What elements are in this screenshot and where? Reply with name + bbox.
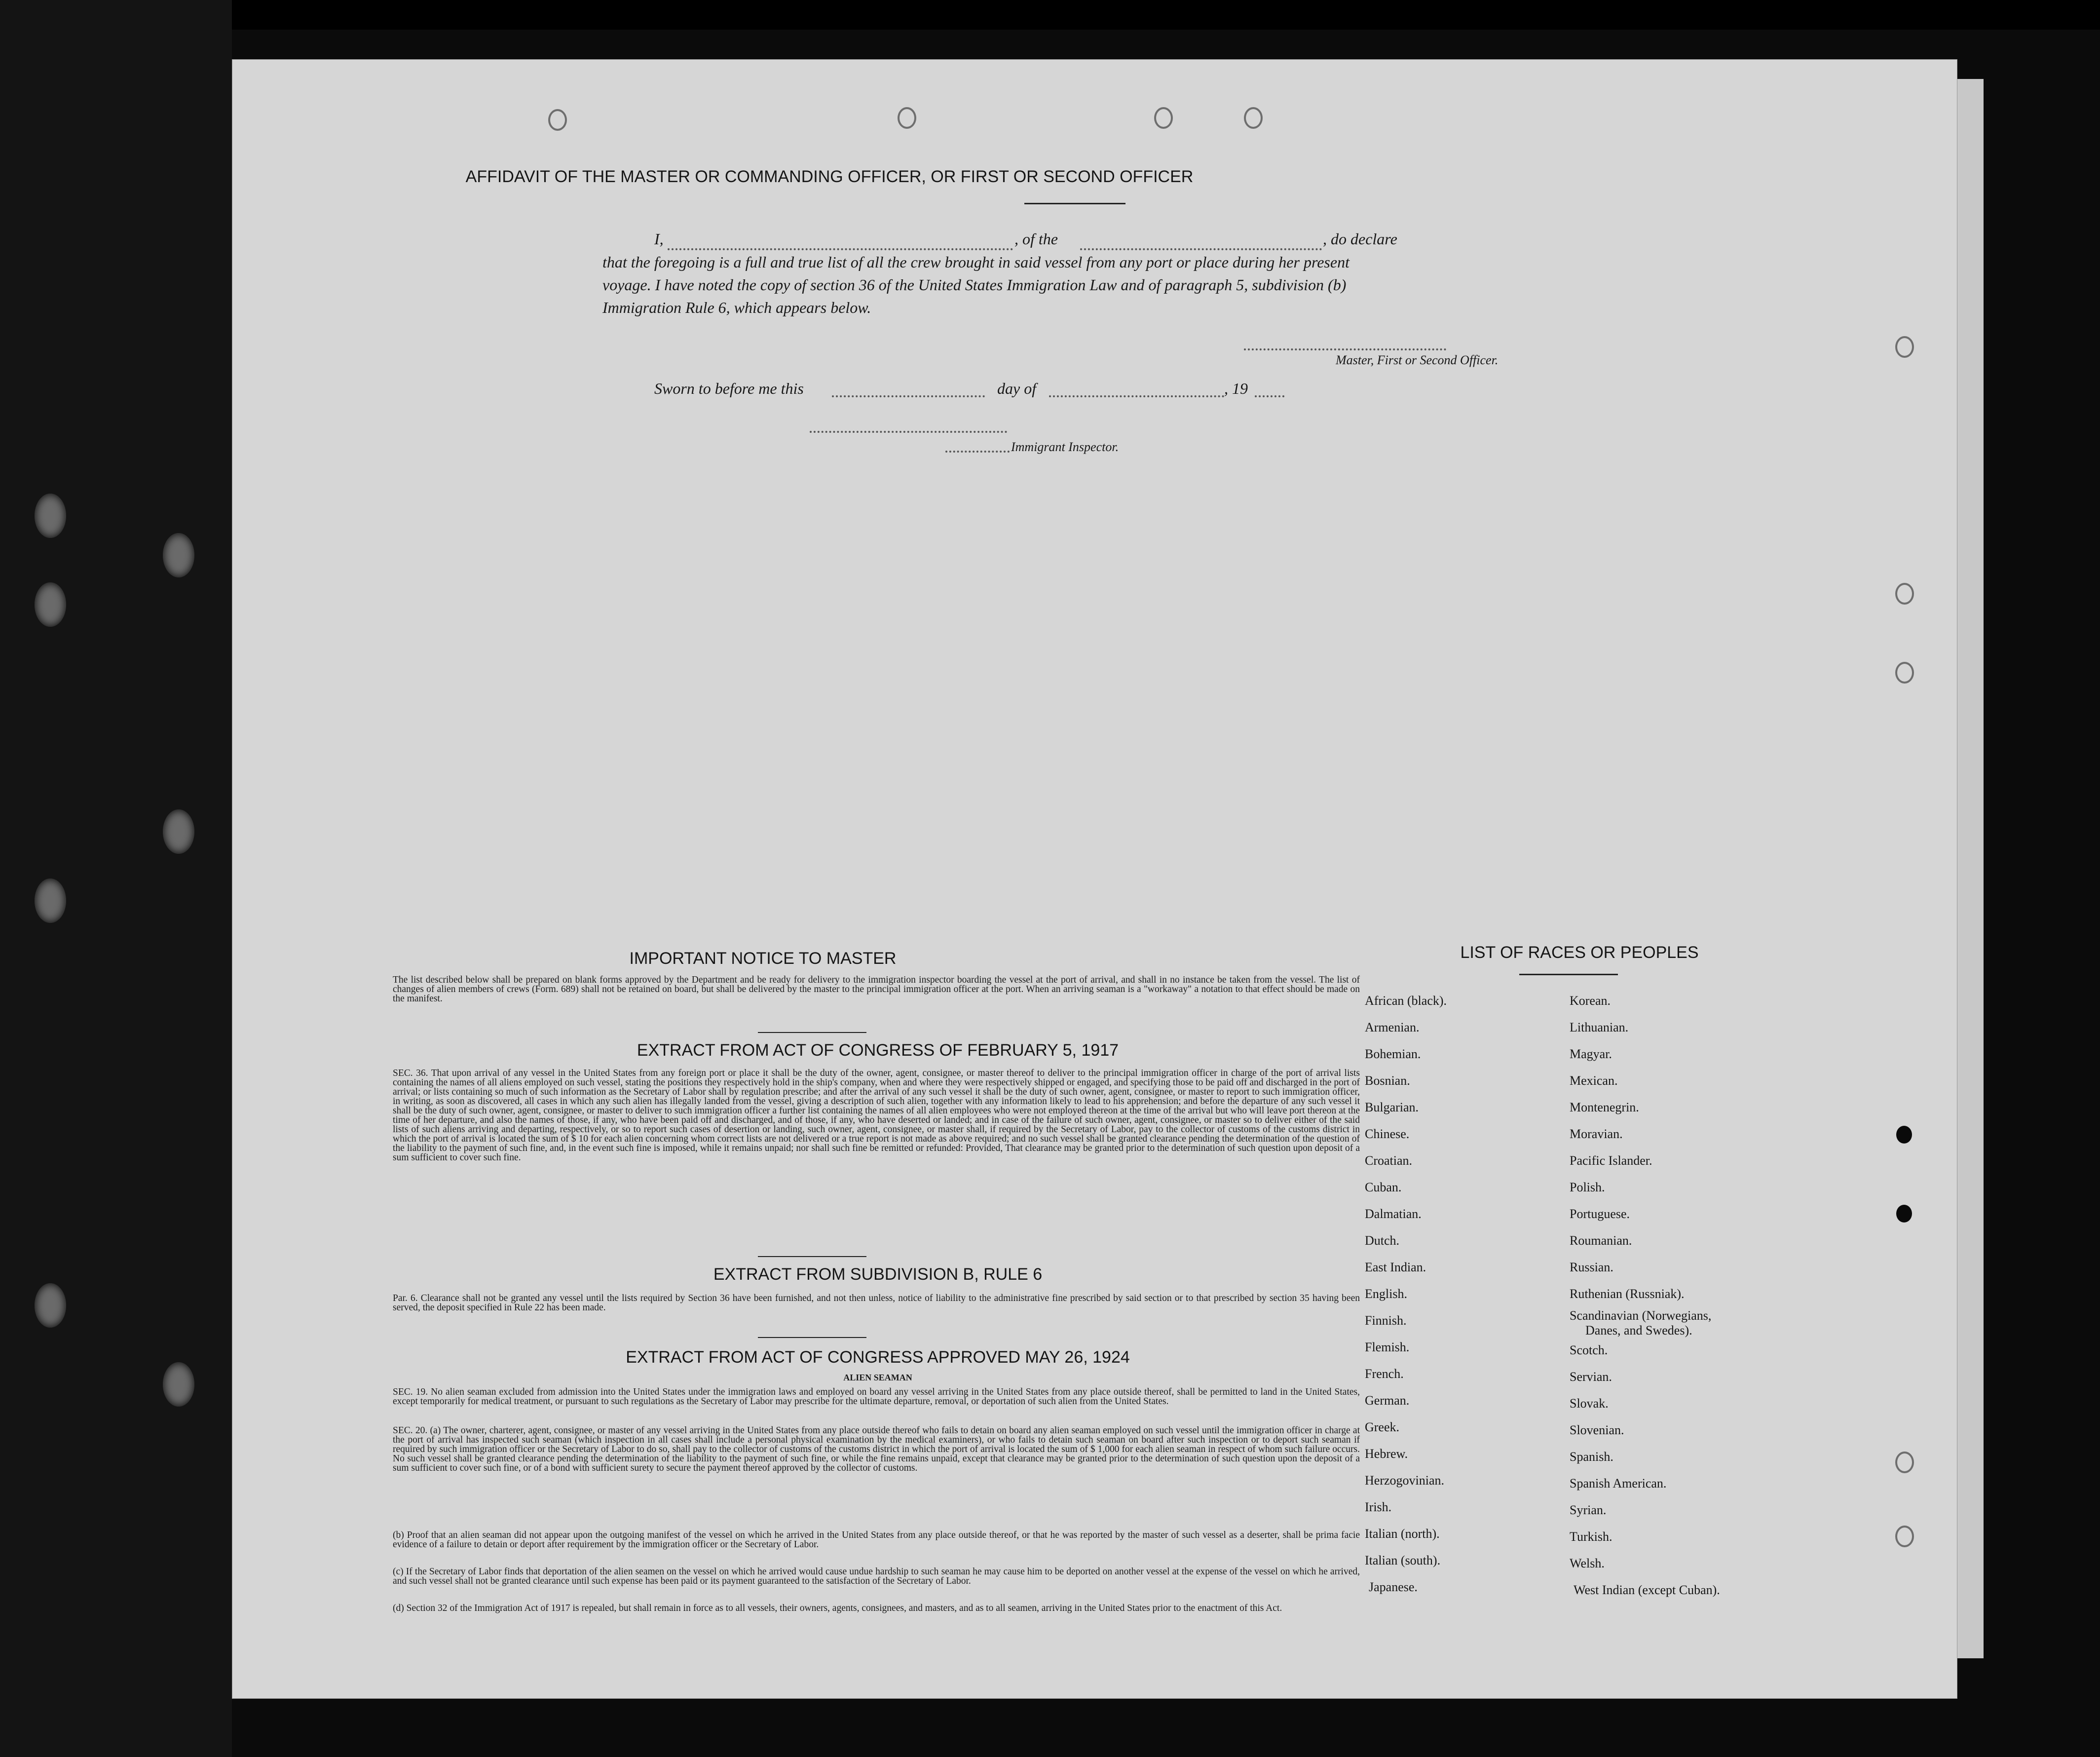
inspector-signature-line-2: [945, 451, 1010, 453]
binder-hole: [163, 533, 194, 577]
rule6-title: EXTRACT FROM SUBDIVISION B, RULE 6: [713, 1265, 1043, 1284]
race-item: Korean.: [1570, 993, 1611, 1008]
race-item: African (black).: [1365, 993, 1447, 1008]
punch-hole: [1244, 107, 1263, 129]
race-item: Cuban.: [1365, 1180, 1402, 1194]
sworn-day-blank: [832, 395, 985, 397]
race-item: Mexican.: [1570, 1073, 1618, 1088]
races-title: LIST OF RACES OR PEOPLES: [1460, 943, 1699, 962]
punch-hole: [898, 107, 916, 129]
sworn-year-blank: [1255, 395, 1284, 397]
affidavit-title: AFFIDAVIT OF THE MASTER OR COMMANDING OFFICER, OR FIRST OR SECOND OFFICER: [465, 167, 1194, 186]
race-item: Servian.: [1570, 1370, 1612, 1384]
race-item: Hebrew.: [1365, 1447, 1408, 1461]
race-item: Russian.: [1570, 1260, 1613, 1274]
race-item: Polish.: [1570, 1180, 1605, 1194]
race-item: East Indian.: [1365, 1260, 1426, 1274]
race-item: Dutch.: [1365, 1233, 1400, 1248]
binder-hole: [35, 878, 66, 923]
section-rule: [758, 1337, 866, 1338]
race-item: Magyar.: [1570, 1047, 1612, 1061]
extract-1917-body: SEC. 36. That upon arrival of any vessel in the United States from any foreign port or place it shall be the duty of the owner, agent, consignee, or master thereof to deliver to the principal immigration officer in charge of the port of arrival lists containing the names of all aliens employed on such vessel, stating the positions they respectively hold in the ship's company, when and where they were respectively shipped or engaged, and specifying those to be paid off and discharged in the port of arrival; or lists containing so much of such information as the Secretary of Labor shall by regulation prescribe; and after the arrival of any such vessel it shall be the duty of such owner, agent, consignee, or master to report to such immigration officer, in writing, as soon as discovered, all cases in which any such alien has illegally landed from the vessel, giving a description of such alien, together with any information likely to lead to his apprehension; and before the departure of any such vessel it shall be the duty of such owner, agent, consignee, or master to deliver to such immigration officer a further list containing the names of all alien employees who were not employed thereon at the time of the arrival but who will leave port thereon at the time of her departure, and also the names of those, if any, who have been paid off and discharged, and of those, if any, who have deserted or landed; and in case of the failure of such owner, agent, consignee, or master so to deliver either of the said lists of such aliens arriving and departing, respectively, or so to report such cases of desertion or landing, such owner, agent, consignee, or master shall, if required by the Secretary of Labor, pay to the collector of customs of the customs district in which the port of arrival is located the sum of $ 10 for each alien concerning whom correct lists are not delivered or a true report is not made as above required; and no such vessel shall be granted clearance pending the determination of the question of the liability to the payment of such fine, and, in the event such fine is imposed, while it remains unpaid; nor shall such fine be remitted or refunded: Provided, That clearance may be granted prior to the determination of such question upon deposit of a sum sufficient to cover such fine.: [393, 1068, 1360, 1163]
race-item: Syrian.: [1570, 1503, 1607, 1517]
extract-1924-sec20c: (c) If the Secretary of Labor finds that deportation of the alien seamen on the vessel on which he arrived would cause undue hardship to such seaman he may cause him to be deported on another vessel at the expense of the vessel on which he arrived, and such vessel shall not be granted clearance until such expense has been paid or its payment guaranteed to the satisfaction of the Secretary of Labor.: [393, 1566, 1360, 1586]
race-item: Irish.: [1365, 1500, 1392, 1514]
affidavit-line1-of: , of the: [1014, 230, 1058, 248]
section-rule: [758, 1256, 866, 1257]
master-signature-caption: Master, First or Second Officer.: [1336, 353, 1499, 367]
title-rule: [1024, 203, 1125, 204]
affidavit-line1-i: I,: [654, 230, 664, 248]
race-item: German.: [1365, 1393, 1410, 1408]
punch-hole: [1895, 1451, 1914, 1473]
punch-hole: [1895, 1526, 1914, 1547]
sworn-day-of: day of: [997, 380, 1037, 397]
race-item: Slovenian.: [1570, 1423, 1624, 1437]
notice-title: IMPORTANT NOTICE TO MASTER: [629, 949, 897, 968]
extract-1917-title: EXTRACT FROM ACT OF CONGRESS OF FEBRUARY 5, 1917: [637, 1041, 1119, 1060]
binder-hole: [163, 809, 194, 854]
affidavit-line3: voyage. I have noted the copy of section 36 of the United States Immigration Law and of paragraph 5, subdivision (b): [602, 276, 1347, 294]
affidavit-line2: that the foregoing is a full and true list of all the crew brought in said vessel from any port or place during her present: [602, 253, 1350, 271]
film-border-top: [0, 0, 2100, 30]
race-item: English.: [1365, 1287, 1407, 1301]
race-item: Croatian.: [1365, 1153, 1413, 1168]
punch-hole: [1896, 1126, 1912, 1144]
race-item: Flemish.: [1365, 1340, 1410, 1354]
race-item: Scotch.: [1570, 1343, 1608, 1357]
affidavit-line4: Immigration Rule 6, which appears below.: [602, 299, 871, 316]
race-item: Spanish.: [1570, 1450, 1613, 1464]
race-item: Moravian.: [1570, 1127, 1623, 1141]
race-item: Italian (north).: [1365, 1527, 1440, 1541]
sworn-year: , 19: [1224, 380, 1248, 397]
race-item: West Indian (except Cuban).: [1574, 1583, 1720, 1597]
race-item: Danes, and Swedes).: [1585, 1323, 1692, 1337]
section-rule: [758, 1032, 866, 1033]
punch-hole: [1895, 662, 1914, 684]
race-item: Slovak.: [1570, 1396, 1609, 1411]
race-item: Ruthenian (Russniak).: [1570, 1287, 1685, 1301]
race-item: Chinese.: [1365, 1127, 1410, 1141]
race-item: Greek.: [1365, 1420, 1400, 1434]
race-item: Finnish.: [1365, 1313, 1407, 1328]
inspector-signature-line: [810, 431, 1007, 433]
race-item: Bulgarian.: [1365, 1100, 1419, 1114]
race-item: Portuguese.: [1570, 1207, 1630, 1221]
punch-hole: [1154, 107, 1173, 129]
name-blank: [668, 248, 1013, 250]
document-page: [232, 59, 1957, 1699]
race-item: Dalmatian.: [1365, 1207, 1422, 1221]
race-item: Herzogovinian.: [1365, 1473, 1445, 1488]
binder-hole: [35, 582, 66, 627]
sworn-text: Sworn to before me this: [654, 380, 804, 397]
affidavit-line1-declare: , do declare: [1323, 230, 1397, 248]
race-item: Welsh.: [1570, 1556, 1605, 1570]
rule6-body: Par. 6. Clearance shall not be granted any vessel until the lists required by Section 36 have been furnished, and not then unless, notice of liability to the administrative fine prescribed by said section or to that prescribed by section 35 having been served, the deposit specified in Rule 22 has been made.: [393, 1293, 1360, 1313]
punch-hole: [1896, 1205, 1912, 1222]
race-item: Turkish.: [1570, 1529, 1612, 1544]
binder-hole: [35, 1283, 66, 1328]
race-item: Bohemian.: [1365, 1047, 1421, 1061]
binder-hole: [35, 494, 66, 538]
race-item: Bosnian.: [1365, 1073, 1410, 1088]
notice-body: The list described below shall be prepared on blank forms approved by the Department and be ready for delivery to the immigration inspector boarding the vessel at the port of arrival, and shall in no instance be taken from the vessel. The list of changes of alien members of crews (Form. 689) shall not be retained on board, but shall be delivered by the master to the principal immigration officer at the port. When an arriving seaman is a "workaway" a notation to that effect should be made on the manifest.: [393, 975, 1360, 1004]
master-signature-line: [1244, 348, 1446, 350]
punch-hole: [548, 109, 567, 131]
race-item: French.: [1365, 1367, 1404, 1381]
sworn-month-blank: [1049, 395, 1224, 397]
race-item: Montenegrin.: [1570, 1100, 1639, 1114]
punch-hole: [1895, 336, 1914, 358]
race-item: Scandinavian (Norwegians,: [1570, 1308, 1712, 1323]
vessel-blank: [1080, 248, 1322, 250]
races-title-rule: [1519, 974, 1618, 975]
binder-strip: [0, 0, 232, 1757]
extract-1924-title: EXTRACT FROM ACT OF CONGRESS APPROVED MAY 26, 1924: [626, 1348, 1130, 1367]
punch-hole: [1895, 583, 1914, 605]
race-item: Lithuanian.: [1570, 1020, 1629, 1034]
race-item: Italian (south).: [1365, 1553, 1441, 1567]
extract-1924-sec20d: (d) Section 32 of the Immigration Act of 1917 is repealed, but shall remain in force as to all vessels, their owners, agents, consignees, and masters, and as to all seamen, arriving in the United States prior to the enactment of this Act.: [393, 1603, 1282, 1613]
extract-1924-sec19: SEC. 19. No alien seaman excluded from admission into the United States under the immigration laws and employed on board any vessel arriving in the United States from any place outside thereof, shall be permitted to land in the United States, except temporarily for medical treatment, or pursuant to such regulations as the Secretary of Labor may prescribe for the ultimate departure, removal, or deportation of such alien from the United States.: [393, 1387, 1360, 1407]
alien-seaman-subtitle: ALIEN SEAMAN: [843, 1373, 912, 1382]
race-item: Roumanian.: [1570, 1233, 1632, 1248]
extract-1924-sec20a: SEC. 20. (a) The owner, charterer, agent, consignee, or master of any vessel arriving in the United States from any place outside thereof who fails to detain on board any alien seaman employed on such vessel until the immigration officer in charge at the port of arrival has inspected such seaman (which inspection in all cases shall include a personal physical examination by the medical examiners), or who fails to detain such seaman on board after such inspection or to deport such seaman if required by such immigration officer or the Secretary of Labor to do so, shall pay to the collector of customs of the customs district in which the port of arrival is located the sum of $ 1,000 for each alien seaman in respect of whom such failure occurs. No such vessel shall be granted clearance pending the determination of the liability to the payment of such fine, or while the fine remains unpaid, except that clearance may be granted prior to the determination of such question upon the deposit of a sum sufficient to cover such fine, or of a bond with sufficient surety to secure the payment thereof approved by the collector of customs.: [393, 1425, 1360, 1473]
binder-hole: [163, 1362, 194, 1407]
race-item: Japanese.: [1369, 1580, 1418, 1594]
race-item: Pacific Islander.: [1570, 1153, 1652, 1168]
extract-1924-sec20b: (b) Proof that an alien seaman did not appear upon the outgoing manifest of the vessel on which he arrived in the United States from any place outside thereof, or that he was reported by the master of such vessel as a deserter, shall be prima facie evidence of a failure to detain or deport after requirement by the immigration officer or the Secretary of Labor.: [393, 1530, 1360, 1550]
inspector-signature-caption: Immigrant Inspector.: [1011, 440, 1119, 454]
race-item: Armenian.: [1365, 1020, 1420, 1034]
race-item: Spanish American.: [1570, 1476, 1667, 1490]
